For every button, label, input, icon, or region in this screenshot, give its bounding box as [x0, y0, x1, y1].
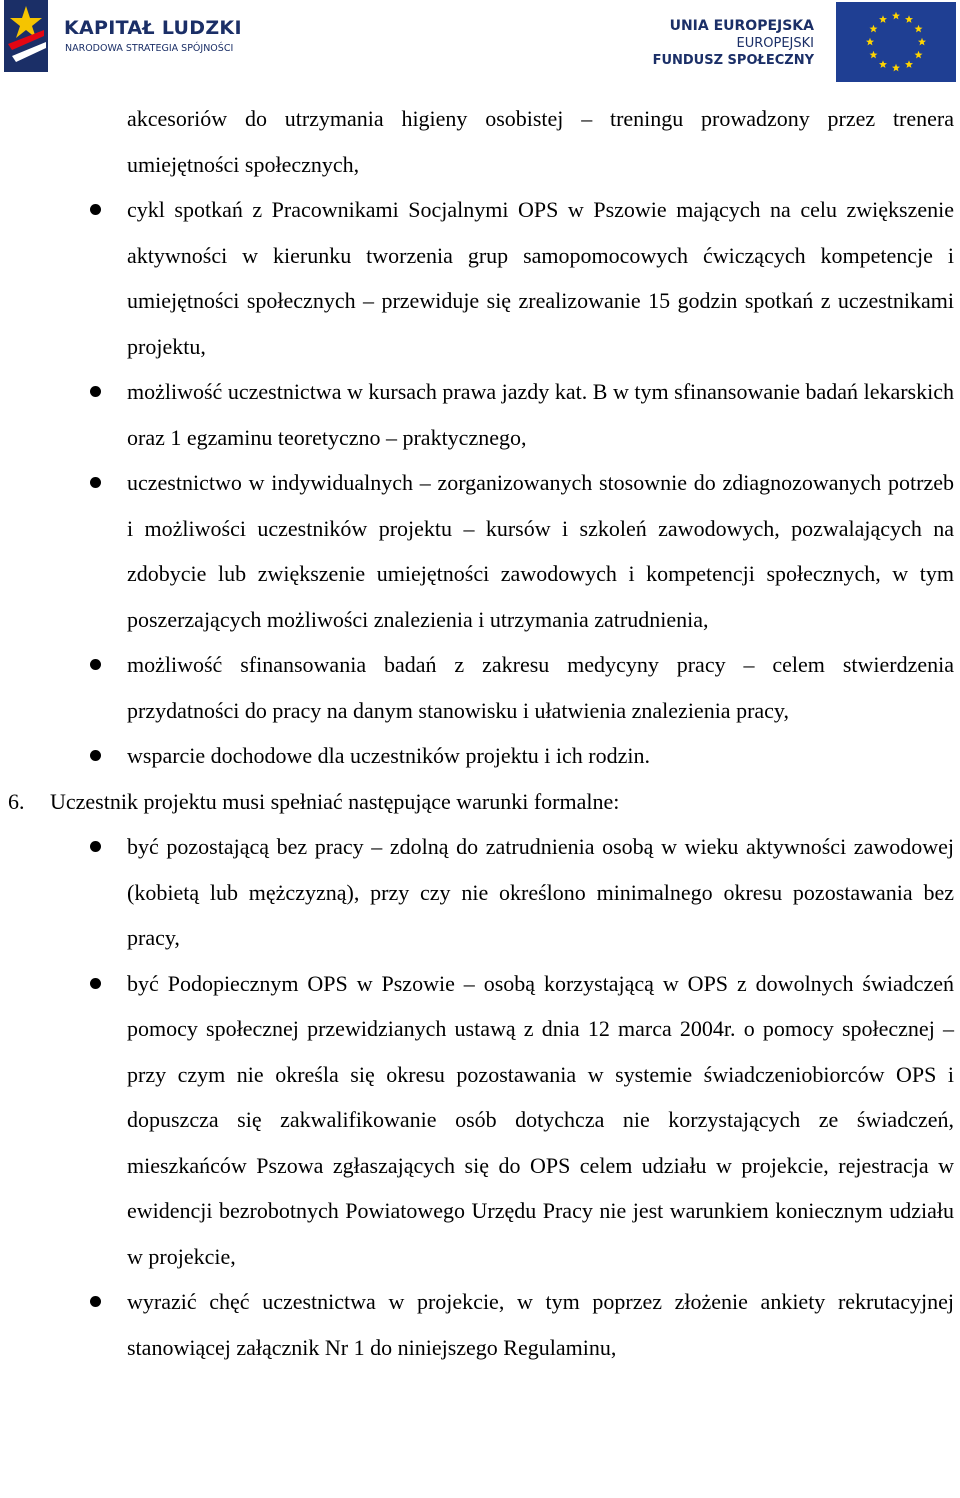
eu-logo-line-2: EUROPEJSKI — [736, 36, 814, 51]
paragraph-text: uczestnictwo w indywidualnych – zorganizowanych stosownie do zdiagnozowanych potrzeb i możliwości uczestników projektu – kursów i szkoleń zawodowych, pozwalających na zdobycie lub zwiększenie umiejętności zawodowych i kompetencji społecznych, w tym poszerzających możliwości znalezienia i utrzymania zatrudnienia, — [127, 470, 954, 632]
bullet-icon — [90, 204, 101, 215]
section-number: 6. — [8, 788, 25, 814]
bullet-icon — [90, 659, 101, 670]
paragraph-text: akcesoriów do utrzymania higieny osobistej – treningu prowadzony przez trenera umiejętności społecznych, — [127, 106, 954, 177]
paragraph-text: cykl spotkań z Pracownikami Socjalnymi OPS w Pszowie mających na celu zwiększenie aktywności w kierunku tworzenia grup samopomocowych ćwiczących kompetencje i umiejętności społecznych – przewiduje się zrealizowanie 15 godzin spotkań z uczestnikami projektu, — [127, 197, 954, 359]
numbered-section — [0, 779, 960, 825]
eu-flag-icon — [836, 2, 956, 82]
kapital-ludzki-title: KAPITAŁ LUDZKI — [64, 17, 242, 39]
eu-logo-line-3: FUNDUSZ SPOŁECZNY — [652, 53, 814, 68]
bullet-icon — [90, 386, 101, 397]
paragraph-text: być Podopiecznym OPS w Pszowie – osobą korzystającą w OPS z dowolnych świadczeń pomocy społecznej przewidzianych ustawą z dnia 12 marca 2004r. o pomocy społecznej – przy czym nie określa się okresu pozostawania w systemie świadczeniobiorców OPS i dopuszcza się zakwalifikowanie osób dotychcza nie korzystających ze świadczeń, mieszkańców Pszowa zgłaszających się do OPS celem udziału w projekcie, rejestracja w ewidencji bezrobotnych Powiatowego Urzędu Pracy nie jest warunkiem koniecznym udziału w projekcie, — [127, 970, 954, 1269]
bullet-icon — [90, 477, 101, 488]
list-item — [0, 824, 960, 961]
kapital-ludzki-subtitle: NARODOWA STRATEGIA SPÓJNOŚCI — [65, 43, 234, 54]
eu-logo-line-1: UNIA EUROPEJSKA — [669, 18, 814, 34]
paragraph-text: możliwość uczestnictwa w kursach prawa jazdy kat. B w tym sfinansowanie badań lekarskich oraz 1 egzaminu teoretyczno – praktycznego, — [127, 379, 954, 450]
list-item-continuation — [0, 96, 960, 187]
list-item — [0, 1279, 960, 1370]
bullet-icon — [90, 1296, 101, 1307]
section-text: Uczestnik projektu musi spełniać następujące warunki formalne: — [50, 788, 620, 814]
list-item — [0, 369, 960, 460]
bullet-icon — [90, 750, 101, 761]
bullet-icon — [90, 841, 101, 852]
list-item — [0, 187, 960, 369]
kapital-ludzki-mark-icon — [4, 0, 60, 72]
paragraph-text: być pozostającą bez pracy – zdolną do zatrudnienia osobą w wieku aktywności zawodowej (kobietą lub mężczyzną), przy czy nie określono minimalnego okresu pozostawania bez pracy, — [127, 834, 954, 950]
kapital-ludzki-logo — [4, 0, 244, 74]
list-item — [0, 642, 960, 733]
bullet-icon — [90, 978, 101, 989]
list-item — [0, 460, 960, 642]
paragraph-text: wyrazić chęć uczestnictwa w projekcie, w tym poprzez złożenie ankiety rekrutacyjnej stanowiącej załącznik Nr 1 do niniejszego Regulaminu, — [127, 1289, 954, 1360]
list-item — [0, 733, 960, 779]
paragraph-text: wsparcie dochodowe dla uczestników projektu i ich rodzin. — [127, 743, 650, 768]
list-item — [0, 961, 960, 1280]
document-body — [0, 96, 960, 1370]
paragraph-text: możliwość sfinansowania badań z zakresu medycyny pracy – celem stwierdzenia przydatności do pracy na danym stanowisku i ułatwienia znalezienia pracy, — [127, 652, 954, 723]
page-header — [0, 0, 960, 86]
eu-logo — [652, 0, 960, 84]
